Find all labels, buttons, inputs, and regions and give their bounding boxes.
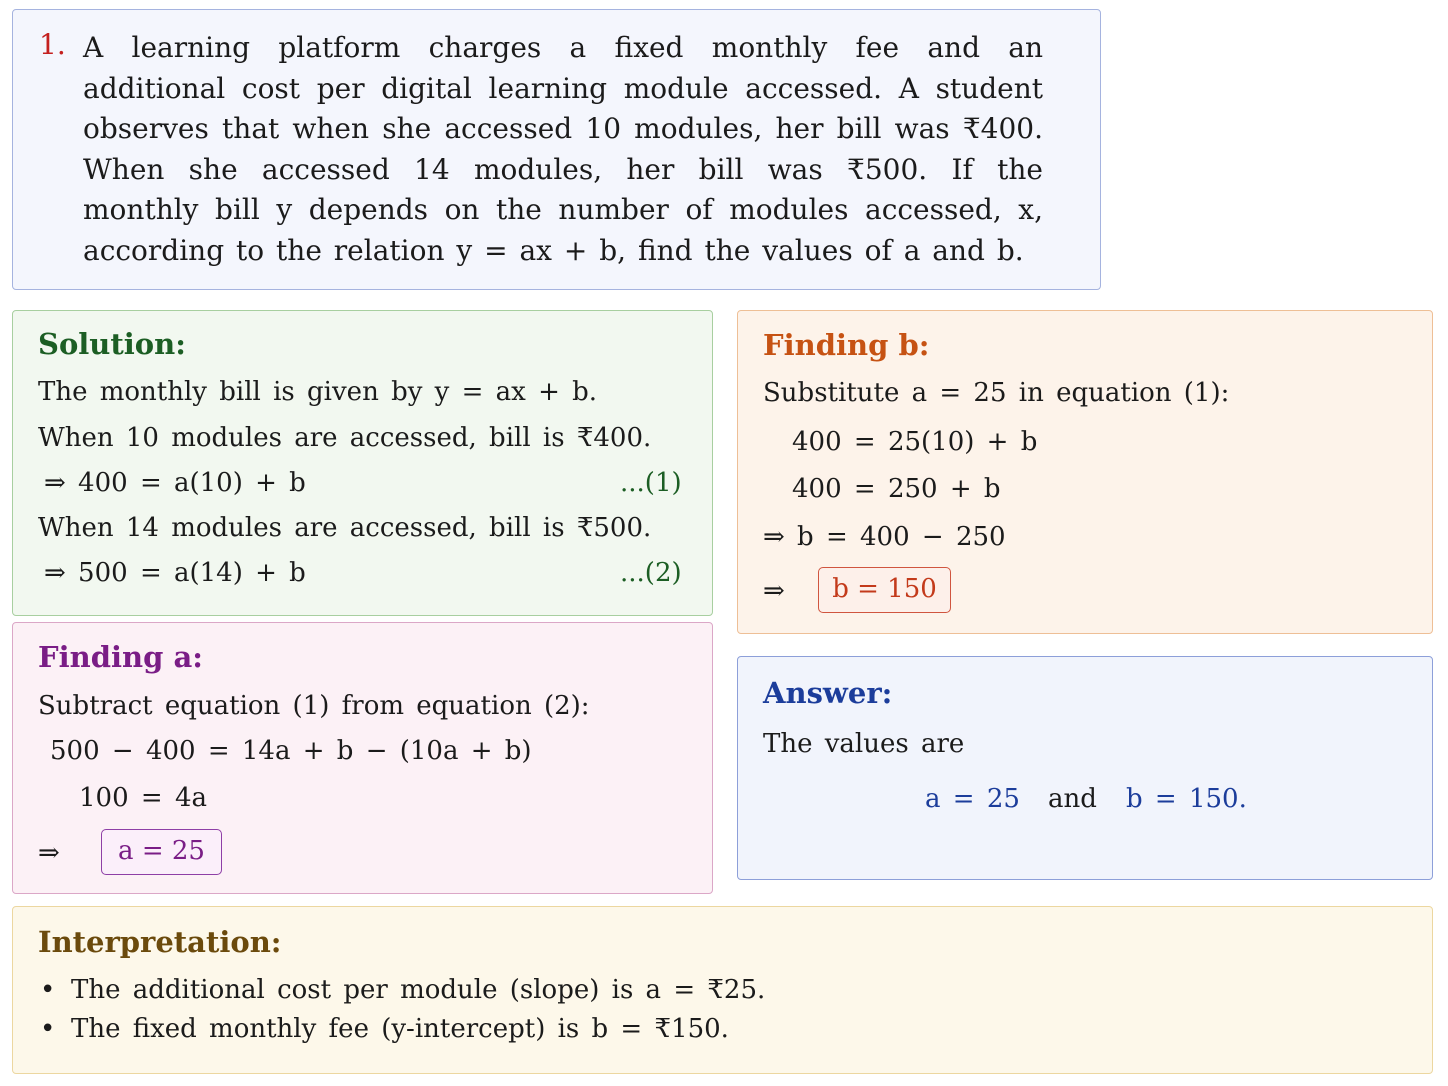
answer-a-value: a = 25: [925, 784, 1020, 814]
interpretation-title: Interpretation:: [38, 925, 282, 959]
finding-b-title: Finding b:: [763, 328, 930, 362]
problem-number: 1.: [39, 28, 66, 61]
equation-2-ref: ...(2): [620, 558, 682, 588]
interpretation-bullet-1: The additional cost per module (slope) is a = ₹25.: [71, 975, 766, 1005]
finding-a-intro: Subtract equation (1) from equation (2):: [38, 691, 590, 721]
result-b-box: b = 150: [818, 567, 951, 613]
finding-a-step-1: 500 − 400 = 14a + b − (10a + b): [50, 736, 532, 766]
finding-b-step-2: 400 = 250 + b: [792, 474, 1001, 504]
answer-box: [737, 656, 1433, 880]
answer-intro: The values are: [763, 729, 965, 759]
answer-title: Answer:: [763, 676, 893, 710]
finding-b-arrow: ⇒: [763, 576, 785, 606]
finding-a-arrow: ⇒: [38, 838, 60, 868]
finding-b-intro: Substitute a = 25 in equation (1):: [763, 378, 1230, 408]
result-a-box: a = 25: [101, 829, 222, 875]
solution-box: [12, 310, 713, 616]
problem-text: A learning platform charges a fixed monthly fee and an additional cost per digital learning module accessed. A student observes that when she accessed 10 modules, her bill was ₹400. When she accessed 14 modules, her bill was ₹500. If the monthly bill y depends on the number of modules accessed, x, according to the relation y = ax + b, find the values of a and b.: [83, 31, 1043, 267]
bullet-icon: •: [40, 975, 56, 1005]
answer-b-value: b = 150.: [1126, 784, 1247, 814]
finding-a-title: Finding a:: [38, 640, 203, 674]
interpretation-box: [12, 906, 1433, 1074]
equation-1: ⇒ 400 = a(10) + b: [44, 468, 306, 498]
solution-line-2: When 10 modules are accessed, bill is ₹400.: [38, 423, 652, 453]
solution-title: Solution:: [38, 327, 186, 361]
problem-box: [12, 9, 1101, 290]
finding-a-box: [12, 622, 713, 894]
equation-1-ref: ...(1): [620, 468, 682, 498]
solution-line-1: The monthly bill is given by y = ax + b.: [38, 377, 598, 407]
solution-line-3: When 14 modules are accessed, bill is ₹500.: [38, 513, 652, 543]
finding-b-box: [737, 310, 1433, 634]
bullet-icon: •: [40, 1014, 56, 1044]
finding-b-step-3: ⇒ b = 400 − 250: [763, 522, 1006, 552]
answer-conjunction: and: [1048, 784, 1097, 814]
finding-b-step-1: 400 = 25(10) + b: [792, 427, 1038, 457]
equation-2: ⇒ 500 = a(14) + b: [44, 558, 306, 588]
interpretation-bullet-2: The fixed monthly fee (y-intercept) is b = ₹150.: [71, 1014, 729, 1044]
finding-a-step-2: 100 = 4a: [79, 783, 207, 813]
